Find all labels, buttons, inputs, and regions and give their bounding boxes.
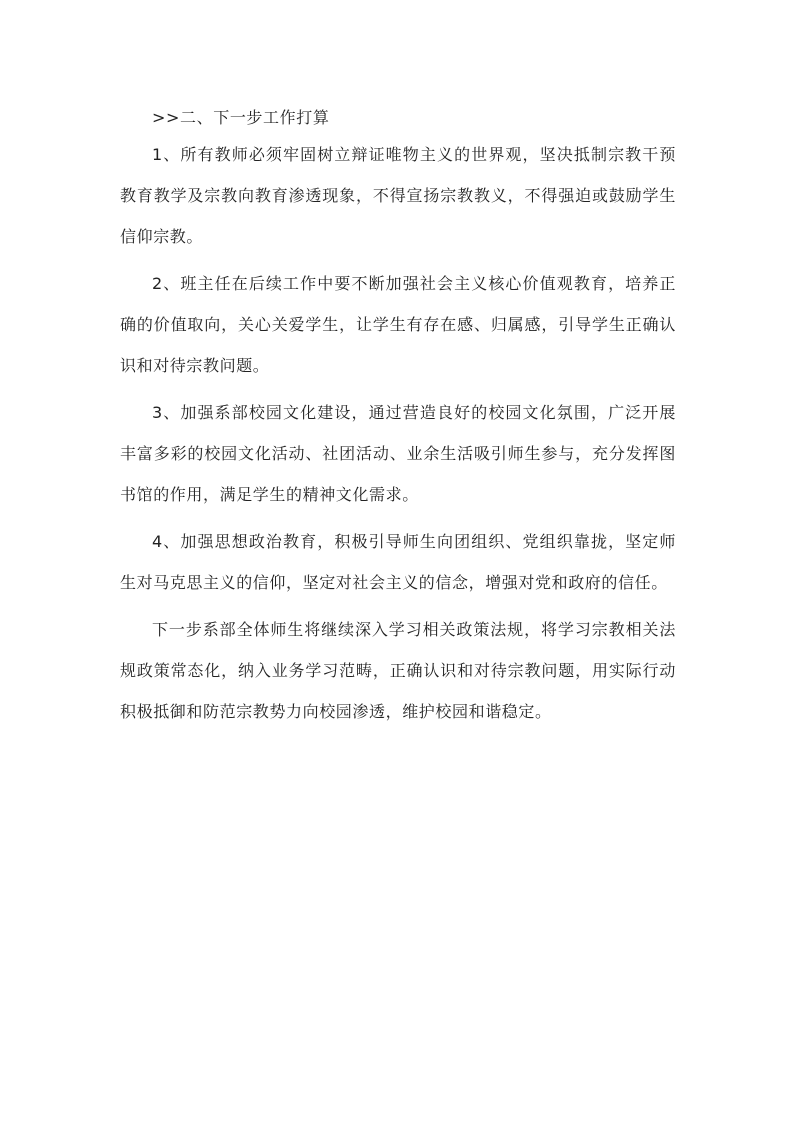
paragraph-conclusion: 下一步系部全体师生将继续深入学习相关政策法规，将学习宗教相关法规政策常态化，纳入业务学习范畴，正确认识和对待宗教问题，用实际行动积极抵御和防范宗教势力向校园渗透，维护校园和谐稳定。 [120, 620, 676, 721]
document-body [120, 102, 676, 738]
section-heading: >>二、下一步工作打算 [152, 108, 330, 127]
paragraph-1: 1、所有教师必须牢固树立辩证唯物主义的世界观，坚决抵制宗教干预教育教学及宗教向教育渗透现象，不得宣扬宗教教义，不得强迫或鼓励学生信仰宗教。 [120, 145, 676, 246]
paragraph-3: 3、加强系部校园文化建设，通过营造良好的校园文化氛围，广泛开展丰富多彩的校园文化活动、社团活动、业余生活吸引师生参与，充分发挥图书馆的作用，满足学生的精神文化需求。 [120, 403, 676, 504]
paragraph-2: 2、班主任在后续工作中要不断加强社会主义核心价值观教育，培养正确的价值取向，关心关爱学生，让学生有存在感、归属感，引导学生正确认识和对待宗教问题。 [120, 274, 676, 375]
paragraph-4: 4、加强思想政治教育，积极引导师生向团组织、党组织靠拢，坚定师生对马克思主义的信仰，坚定对社会主义的信念，增强对党和政府的信任。 [120, 532, 676, 592]
